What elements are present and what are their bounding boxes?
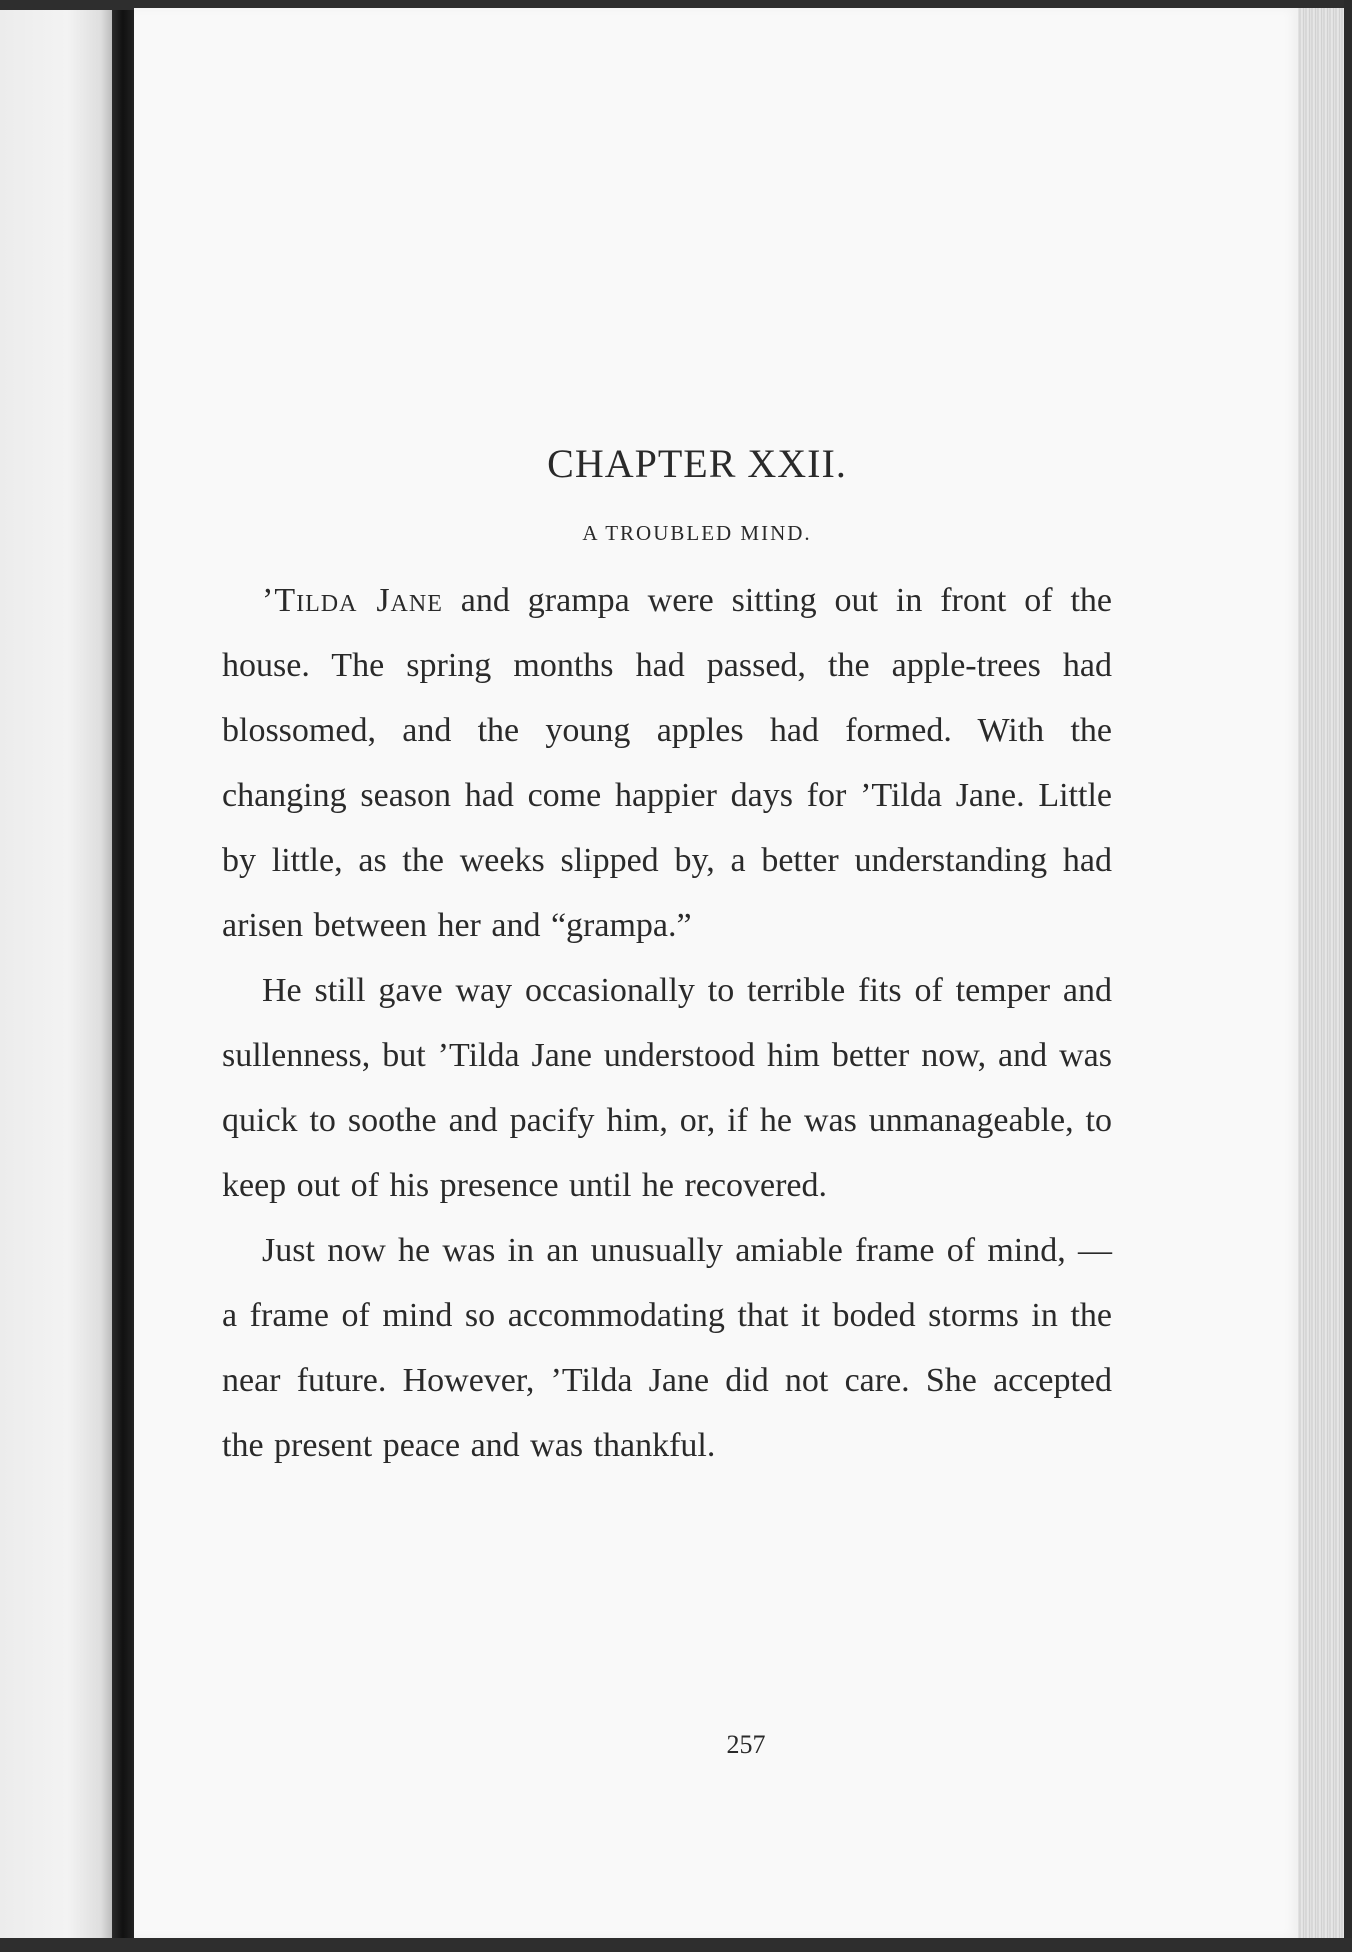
paragraph-lead-smallcaps: ’Tilda Jane	[262, 582, 443, 619]
book-gutter	[112, 10, 134, 1942]
paragraph-1-text: and grampa were sitting out in front of the house. The spring months had passed, the apple-trees had blossomed, and the young apples had formed. With the changing season had come happier days for ’Tilda Jane. Little by little, as the weeks slipped by, a better understanding had arisen between her and “grampa.”	[222, 582, 1112, 944]
scan-right-border	[1344, 0, 1352, 1952]
paragraph-3-text: Just now he was in an unusually amiable frame of mind, — a frame of mind so accommodating that it boded storms in the near future. However, ’Tilda Jane did not care. She accepted the present peace and was thankful.	[222, 1232, 1112, 1464]
scan-bottom-border	[0, 1938, 1352, 1952]
adjacent-page	[0, 10, 112, 1942]
page-number: 257	[726, 1730, 766, 1759]
chapter-title: CHAPTER XXII.	[547, 441, 847, 486]
book-page	[134, 8, 1298, 1938]
paragraph-2-text: He still gave way occasionally to terrible fits of temper and sullenness, but ’Tilda Jane understood him better now, and was quick to soothe and pacify him, or, if he was unmanageable, to keep out of his presence until he recovered.	[222, 972, 1112, 1204]
page-edges	[1298, 8, 1344, 1938]
paragraph-1	[222, 568, 1112, 958]
chapter-subtitle: A TROUBLED MIND.	[582, 521, 812, 545]
paragraph-3	[222, 1218, 1112, 1478]
paragraph-2	[222, 958, 1112, 1218]
page-text-block	[222, 438, 1112, 1478]
